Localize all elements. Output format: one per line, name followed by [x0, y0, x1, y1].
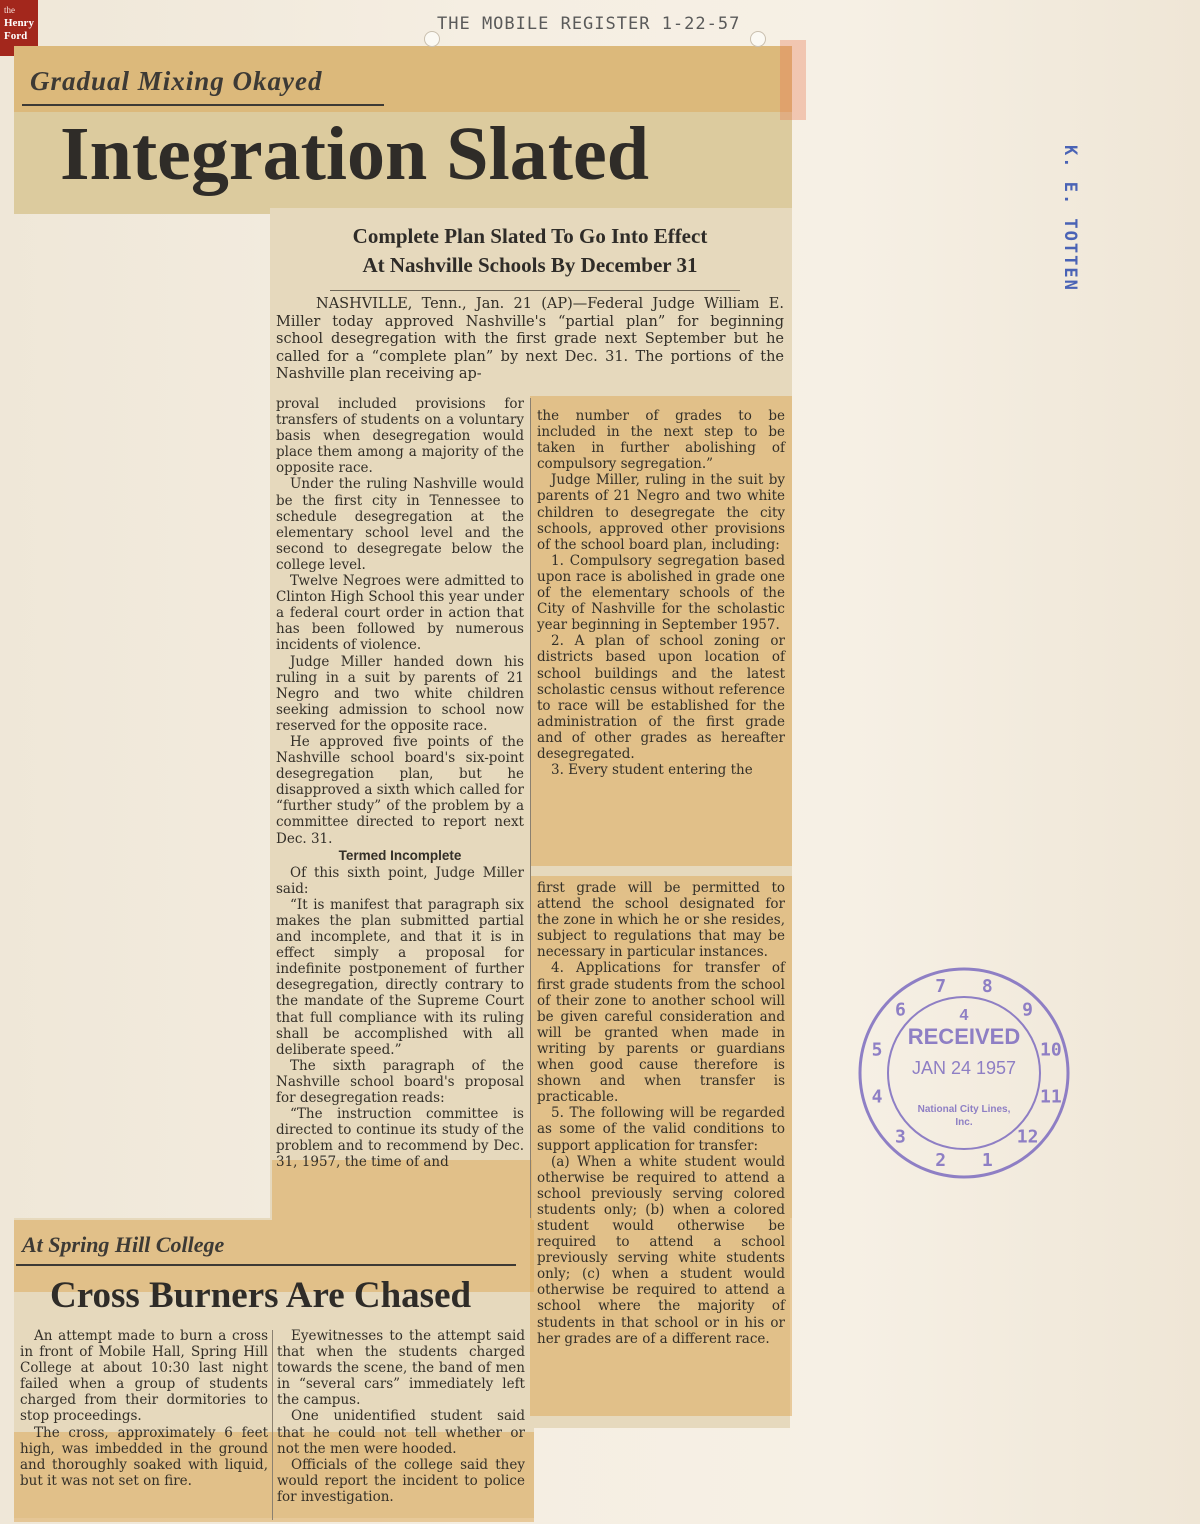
stamp-ring-number: 3	[894, 1126, 906, 1148]
paragraph: the number of grades to be included in the next step to be taken in further abolishing of compulsory segregation.”	[537, 408, 785, 473]
article2-column-1	[20, 1328, 268, 1489]
paragraph: The sixth paragraph of the Nashville school board's proposal for desegregation reads:	[276, 1057, 524, 1107]
punch-hole	[750, 31, 766, 47]
paragraph: An attempt made to burn a cross in front of Mobile Hall, Spring Hill College at about 10:30 last night failed when a group of students charged from their dormitories to stop proceedings.	[20, 1328, 268, 1425]
stamp-hour: 4	[959, 1007, 969, 1024]
paragraph: One unidentified student said that he could not tell whether or not the men were hooded.	[277, 1408, 525, 1457]
kicker: Gradual Mixing Okayed	[30, 66, 323, 96]
stamp-date: JAN 24 1957	[911, 1058, 1017, 1078]
stamp-ring-number: 9	[1022, 999, 1034, 1021]
paragraph: He approved five points of the Nashville school board's six-point desegregation plan, but he disapproved a sixth which called for “further study” of the problem by a committee directed to report next Dec. 31.	[276, 733, 524, 847]
paragraph: first grade will be permitted to attend the school designated for the zone in which he or she resides, subject to regulations that may be necessary in particular instances.	[537, 880, 785, 961]
kicker-2-rule	[16, 1264, 516, 1266]
deck	[275, 222, 785, 280]
stamp-word: RECEIVED	[907, 1024, 1021, 1049]
paragraph: proval included provisions for transfers of students on a voluntary basis when desegregation would place them among a majority of the opposite race.	[276, 396, 524, 477]
paragraph: (a) When a white student would otherwise be required to attend a school previously serving colored students only; (b) when a colored student would otherwise be required to attend a school previously serving white students only; (c) when a student would otherwise be required to attend a school where the majority of students in that school or in his or her grades are of a different race.	[537, 1153, 785, 1347]
stamp-ring-number: 11	[1040, 1086, 1062, 1108]
column-rule	[272, 1330, 273, 1520]
stamp-ring-number: 4	[871, 1086, 883, 1108]
article2-column-2	[277, 1328, 525, 1505]
article-column-3	[537, 880, 785, 1347]
paragraph: “The instruction committee is directed to continue its study of the problem and to recommend by Dec. 31, 1957, the time of and	[276, 1106, 524, 1171]
stamp-ring-number: 6	[894, 999, 906, 1021]
paragraph: The cross, approximately 6 feet high, was imbedded in the ground and thoroughly soaked with liquid, but it was not set on fire.	[20, 1424, 268, 1489]
paragraph: Twelve Negroes were admitted to Clinton High School this year under a federal court order in action that has been followed by numerous incidents of violence.	[276, 573, 524, 654]
stamp-ring-number: 8	[981, 976, 993, 998]
henry-ford-logo: the Henry Ford	[0, 0, 38, 56]
stamp-ring-number: 12	[1016, 1126, 1039, 1148]
stamp-ring-number: 10	[1040, 1039, 1062, 1061]
paragraph: 4. Applications for transfer of first grade students from the school of their zone to another school will be given careful consideration and will be granted when made in writing by parents or guardians when good cause therefore is shown and when transfer is practicable.	[537, 960, 785, 1106]
stamp-ring-number: 7	[935, 976, 947, 998]
paragraph: 1. Compulsory segregation based upon race is abolished in grade one of the elementary schools of the City of Nashville for the scholastic year beginning in September 1957.	[537, 552, 785, 634]
article-column-2	[537, 408, 785, 778]
paragraph: Of this sixth point, Judge Miller said:	[276, 864, 524, 897]
name-stamp: K. E. TOTTEN	[1060, 145, 1080, 292]
stamp-org-1: National City Lines,	[917, 1104, 1011, 1115]
paragraph: “It is manifest that paragraph six makes the plan submitted partial and incomplete, and that it is in effect simply a proposal for indefinite postponement of further desegregation, directly contrary to the mandate of the Supreme Court that full compliance with its ruling shall be accomplished with all deliberate speed.”	[276, 896, 524, 1058]
paragraph: Judge Miller handed down his ruling in a suit by parents of 21 Negro and two white children seeking admission to school now reserved for the opposite race.	[276, 653, 524, 734]
received-stamp	[853, 962, 1075, 1184]
article-column-1	[276, 396, 524, 1171]
lead-paragraph: NASHVILLE, Tenn., Jan. 21 (AP)—Federal Judge William E. Miller today approved Nashville's “partial plan” for beginning school desegregation with the first grade next September but he called for a “complete plan” by next Dec. 31. The portions of the Nashville plan receiving ap-	[276, 296, 784, 382]
tape-strip	[780, 40, 806, 120]
paragraph: 2. A plan of school zoning or districts based upon location of school buildings and the latest scholastic census without reference to race will be established for the administration of the first grade and of other grades as hereafter desegregated.	[537, 633, 785, 762]
received-stamp-graphic	[853, 962, 1075, 1184]
kicker-rule	[22, 104, 384, 106]
headline-2: Cross Burners Are Chased	[50, 1275, 472, 1316]
publication-tag: THE MOBILE REGISTER 1-22-57	[437, 14, 741, 34]
deck-rule	[330, 290, 740, 291]
stamp-org-2: Inc.	[955, 1117, 973, 1128]
paragraph: Under the ruling Nashville would be the first city in Tennessee to schedule desegregation at the elementary school level and the second to desegregate below the college level.	[276, 476, 524, 573]
paragraph: Officials of the college said they would report the incident to police for investigation.	[277, 1456, 525, 1505]
paragraph: Eyewitnesses to the attempt said that when the students charged towards the scene, the band of men in “several cars” immediately left the campus.	[277, 1328, 525, 1409]
headline: Integration Slated	[60, 112, 649, 196]
stamp-ring-number: 2	[935, 1149, 947, 1171]
subhead: Termed Incomplete	[338, 847, 462, 863]
stamp-ring-number: 5	[871, 1039, 883, 1061]
paragraph: 3. Every student entering the	[551, 762, 753, 779]
column-rule	[530, 398, 531, 1218]
stamp-ring-number: 1	[981, 1149, 993, 1171]
paragraph: Judge Miller, ruling in the suit by parents of 21 Negro and two white children to desegregate the city schools, approved other provisions of the school board plan, including:	[537, 472, 785, 553]
deck-line-1: Complete Plan Slated To Go Into Effect	[352, 224, 708, 248]
kicker-2: At Spring Hill College	[22, 1232, 225, 1257]
deck-line-2: At Nashville Schools By December 31	[362, 253, 698, 277]
paragraph: 5. The following will be regarded as some of the valid conditions to support application for transfer:	[537, 1105, 785, 1154]
